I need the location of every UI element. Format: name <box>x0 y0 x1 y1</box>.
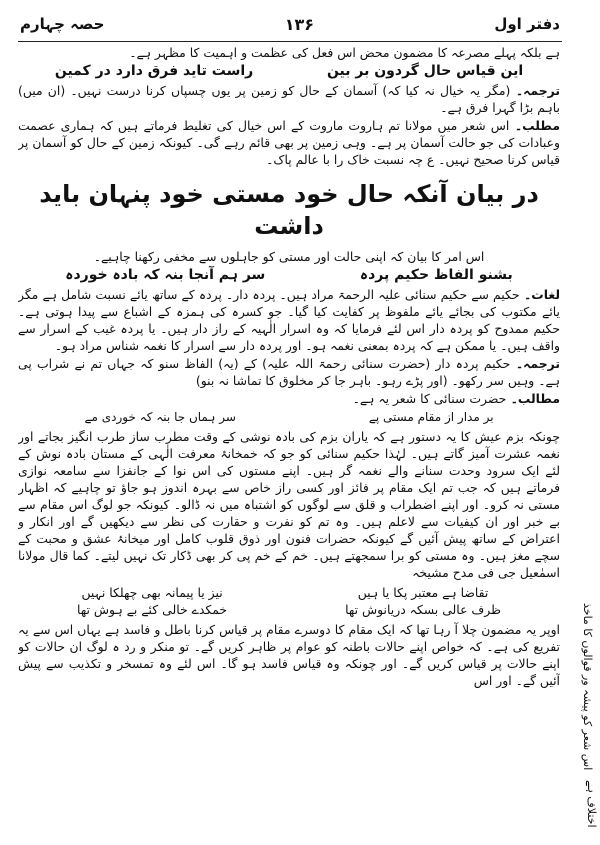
verse-hemistich-2: راست تاید فرق دارد در کمین <box>54 63 254 79</box>
verse-hemistich-1: این قیاس حال گردون بر بین <box>326 63 524 79</box>
couplet-column-left <box>77 584 227 618</box>
verse-line <box>18 63 560 80</box>
margin-note: اس شعر کو پیشہ ور قوالوں کا ماخذ <box>581 602 594 770</box>
paragraph-label: مطلب۔ <box>509 118 560 133</box>
labeled-paragraph <box>18 390 560 407</box>
paragraph-text: حضرت سنائی کا شعر یہ ہے۔ <box>352 391 507 406</box>
labeled-paragraph <box>18 286 560 354</box>
labeled-paragraph <box>18 355 560 389</box>
labeled-paragraph <box>18 117 560 168</box>
paragraph-text: اس شعر میں مولانا تم ہاروت ماروت کے اس خیال کی تغلیط فرماتے ہیں کہ ہماری عصمت وعبادات کی جو حالت آسمان پر ہے۔ وہی زمین پر بھی قائم رہے گی۔ کیونکہ زمین کے حال کو آسمان پر قیاس کرنا صحیح نہیں۔ ع چہ نسبت خاک را با عالم پاک۔ <box>18 118 560 167</box>
couplet-line: ظرف عالی بسکہ دریانوش تھا <box>345 602 501 617</box>
couplet-line: نیز یا پیمانہ بھی چھلکا نہیں <box>81 585 223 600</box>
page-body <box>18 44 560 839</box>
paragraph-text: حکیم سے حکیم سنائی علیہ الرحمۃ مراد ہیں۔ پردہ دار۔ پردہ کے ساتھ یائے نسبت شامل ہے مگر یائے مکتوب کی بجائے یائے ملفوظ پر کفایت کیا گیا۔ جو کسرہ کی ہمزہ کے اشباع سے پیدا ہوتی ہے۔ حکیم ممدوح کو پردہ دار اس لئے فرمایا کہ وہ اسرار الٰہیہ کے راز دار ہیں۔ یا پردہ غیب کے اسرار سے واقف ہیں۔ یا ممکن ہے کہ پردہ بمعنی نغمہ ہو۔ اور پردہ دار سے اسرار کا نغمہ شناس مراد ہو۔ <box>18 287 560 353</box>
verse-line <box>18 409 560 426</box>
page-header <box>20 10 560 38</box>
verse-hemistich-1: بشنو الفاظ حکیم پردہ <box>359 267 513 283</box>
couplets <box>18 584 560 618</box>
paragraph: ہے بلکہ پہلے مصرعہ کا مضمون محض اس فعل کی عظمت و اہمیت کا مظہر ہے۔ <box>129 45 560 60</box>
labeled-paragraph <box>18 82 560 116</box>
couplet-line: خمکدے خالی کئے بے ہوش تھا <box>77 602 228 617</box>
margin-note-2: اختلاف ہے <box>585 780 598 828</box>
paragraph: اوپر یہ مضمون چلا آ رہا تھا کہ ایک مقام کا دوسرے مقام پر قیاس کرنا باطل و فاسد ہے یہاں اس سے یہ تفریع کی ہے۔ کہ خواص اپنے حالات باطنہ کو عوام پر ظاہر کریں گے۔ تو منکر و رد ہ لوگ ان حالات کو اپنے حالات پر قیاس کریں گے۔ اور چونکہ وہ قیاس فاسد ہو گا۔ اس لئے وہ تمسخر و تکذیب سے پیش آئیں گے۔ اور اس <box>18 622 560 688</box>
paragraph-label: لغات۔ <box>519 287 560 302</box>
couplet-line: تقاضا ہے معتبر پکا یا ہیں <box>357 585 489 600</box>
verse-hemistich-2: سر ہماں جا بنہ کہ خوردی مے <box>84 410 236 424</box>
verse-hemistich-2: سر ہم آنجا بنہ کہ بادہ خوردہ <box>65 267 266 283</box>
verse-line <box>18 267 560 284</box>
page-number: ۱۳۶ <box>284 14 315 34</box>
paragraph: چونکہ بزم عیش کا یہ دستور ہے کہ یاران بزم کی بادہ نوشی کے وقت مطرب ساز طرب انگیز بجاتے اور نغمہ عشرت آمیز گاتے ہیں۔ لہٰذا حکیم سنائی کو جو کہ خمخانۂ معرفت الٰہی کے مستان بادہ نوش کے لئے ایک سرود وحدت سنانے والے نغمہ گر ہیں۔ اپنے مستوں کی اس نوا کے جانفزا سے سامعہ نوازی فرماتے ہیں کہ جب تم ایک مقام پر فائز اور کسی راز خاص سے بہرہ اندوز ہو جاؤ تو چاہیے کہ اظہار مستی نہ کرو۔ اور اپنے اضطراب و قلق سے لوگوں کو اشتباہ میں نہ ڈالو۔ کیونکہ جو لوگ اس مقام سے بے خبر اور ان کیفیات سے لاعلم ہیں۔ وہ تم کو نفرت و حقارت کی نظر سے دیکھیں گے اور انکار و اعتراض کے ساتھ پیش آئیں گے کیونکہ حضرات فنون اور ذوق قلوب کامل اور میخانۂ عشق و محبت کے سچے مغز ہیں۔ وہ مستی کو برا سمجھتے ہیں۔ خم کے خم پی کر بھی ڈکار تک نہیں لیتے۔ کما قال مولانا اسمٰعیل جی فی مدح مشیخہ <box>18 429 560 580</box>
paragraph-text: (مگر یہ خیال نہ کیا کہ) آسمان کے حال کو زمین پر یوں چسپاں کرنا درست نہیں۔ (ان میں) باہم بڑا گہرا فرق ہے۔ <box>18 83 560 115</box>
verse-hemistich-1: بر مدار از مقام مستی پے <box>368 410 494 424</box>
paragraph-text: حکیم پردہ دار (حضرت سنائی رحمۃ اللہ علیہ) کے (یہ) الفاظ سنو کہ جہاں تم نے شراب پی ہے۔ وہیں سر رکھو۔ (اور پڑے رہو۔ باہر جا کر مخلوق کا تماشا نہ بنو) <box>18 356 560 388</box>
paragraph-label: مطالب۔ <box>506 391 560 406</box>
section-subtitle: اس امر کا بیان کہ اپنی حالت اور مستی کو جاہلوں سے مخفی رکھنا چاہیے۔ <box>93 249 485 264</box>
couplet-column-right <box>345 584 501 618</box>
header-rule <box>18 41 562 42</box>
header-volume: دفتر اول <box>494 15 560 33</box>
paragraph-label: ترجمہ۔ <box>510 83 560 98</box>
section-title: در بیان آنکہ حال خود مستی خود پنہان باید داشت <box>39 180 539 240</box>
paragraph-label: ترجمہ۔ <box>510 356 560 371</box>
header-part: حصہ چہارم <box>20 15 105 33</box>
